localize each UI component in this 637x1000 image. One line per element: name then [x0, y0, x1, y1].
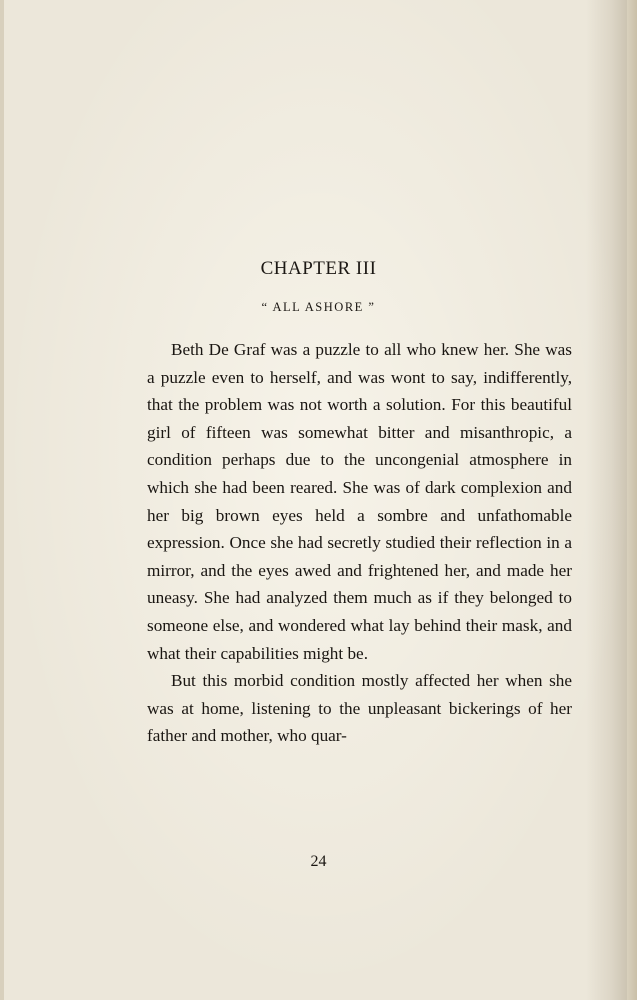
paragraph: Beth De Graf was a puzzle to all who knew her. She was a puzzle even to herself, and was wont to say, indifferently, that the problem was not worth a solution. For this beautiful girl of fifteen was somewhat bitter and misanthropic, a condition perhaps due to the uncongenial atmosphere in which she had been reared. She was of dark complexion and her big brown eyes held a sombre and unfathomable expression. Once she had secretly studied their reflection in a mirror, and the eyes awed and frightened her, and made her uneasy. She had analyzed them much as if they belonged to someone else, and wondered what lay behind their mask, and what their capabilities might be. — [147, 340, 572, 663]
chapter-subtitle: “ ALL ASHORE ” — [261, 300, 376, 314]
chapter-title: CHAPTER III — [260, 258, 377, 279]
page-left-edge — [0, 0, 4, 1000]
page-right-edge — [627, 0, 637, 1000]
page-number: 24 — [310, 853, 327, 870]
paragraph: But this morbid condition mostly affected her when she was at home, listening to the unpleasant bickerings of her father and mother, who quar- — [147, 671, 572, 746]
body-text — [147, 336, 572, 750]
